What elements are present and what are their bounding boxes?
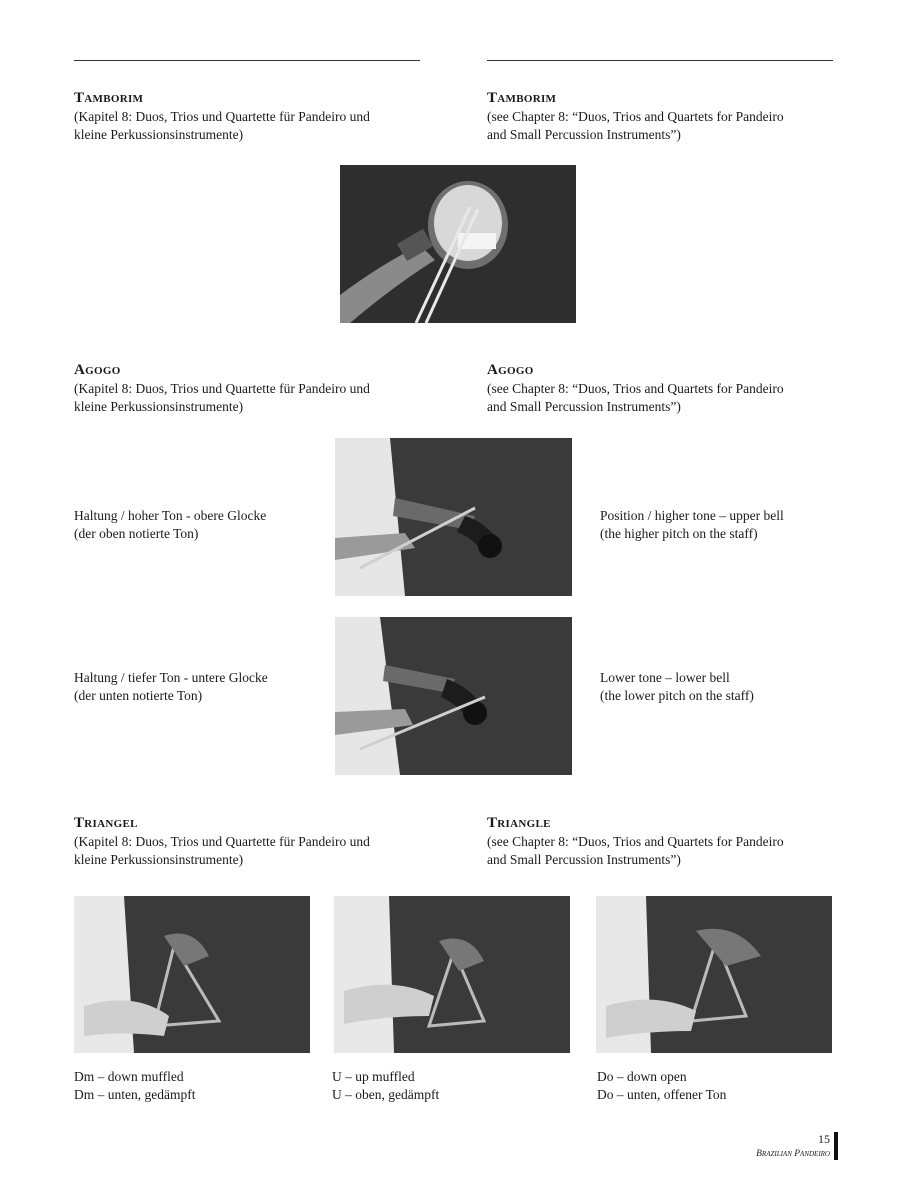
- triangle-photo-do: [596, 896, 832, 1053]
- tamborim-heading-de: Tamborim: [74, 90, 144, 106]
- triangle-caption-dm: Dm – down muffled Dm – unten, gedämpft: [74, 1069, 196, 1102]
- tamborim-text-de: (Kapitel 8: Duos, Trios und Quartette für Pandeiro und kleine Perkussionsinstrumente): [74, 109, 370, 142]
- agogo-heading-de: Agogo: [74, 362, 121, 378]
- agogo-high-caption-de: Haltung / hoher Ton - obere Glocke (der oben notierte Ton): [74, 508, 267, 541]
- triangle-photo-dm: [74, 896, 310, 1053]
- top-rule-right: [487, 60, 833, 61]
- footer-bar: [834, 1132, 838, 1160]
- triangle-heading-de: Triangel: [74, 815, 138, 831]
- triangle-caption-u: U – up muffled U – oben, gedämpft: [332, 1069, 440, 1102]
- book-title: Brazilian Pandeiro: [756, 1149, 830, 1159]
- agogo-low-photo: [335, 617, 572, 775]
- agogo-text-de: (Kapitel 8: Duos, Trios und Quartette für Pandeiro und kleine Perkussionsinstrumente): [74, 381, 370, 414]
- triangle-text-de: (Kapitel 8: Duos, Trios und Quartette für Pandeiro und kleine Perkussionsinstrumente): [74, 834, 370, 867]
- agogo-text-en: (see Chapter 8: “Duos, Trios and Quartets for Pandeiro and Small Percussion Instruments”): [487, 381, 784, 414]
- agogo-heading-en: Agogo: [487, 362, 534, 378]
- tamborim-text-en: (see Chapter 8: “Duos, Trios and Quartets for Pandeiro and Small Percussion Instruments”): [487, 109, 784, 142]
- agogo-low-caption-en: Lower tone – lower bell (the lower pitch on the staff): [600, 670, 754, 703]
- triangle-text-en: (see Chapter 8: “Duos, Trios and Quartets for Pandeiro and Small Percussion Instruments”): [487, 834, 784, 867]
- triangle-photo-u: [334, 896, 570, 1053]
- tamborim-photo: [340, 165, 576, 323]
- top-rule-left: [74, 60, 420, 61]
- agogo-high-photo: [335, 438, 572, 596]
- page-number: 15: [818, 1132, 830, 1146]
- triangle-heading-en: Triangle: [487, 815, 551, 831]
- agogo-high-caption-en: Position / higher tone – upper bell (the higher pitch on the staff): [600, 508, 784, 541]
- triangle-caption-do: Do – down open Do – unten, offener Ton: [597, 1069, 727, 1102]
- tamborim-heading-en: Tamborim: [487, 90, 557, 106]
- agogo-low-caption-de: Haltung / tiefer Ton - untere Glocke (der unten notierte Ton): [74, 670, 268, 703]
